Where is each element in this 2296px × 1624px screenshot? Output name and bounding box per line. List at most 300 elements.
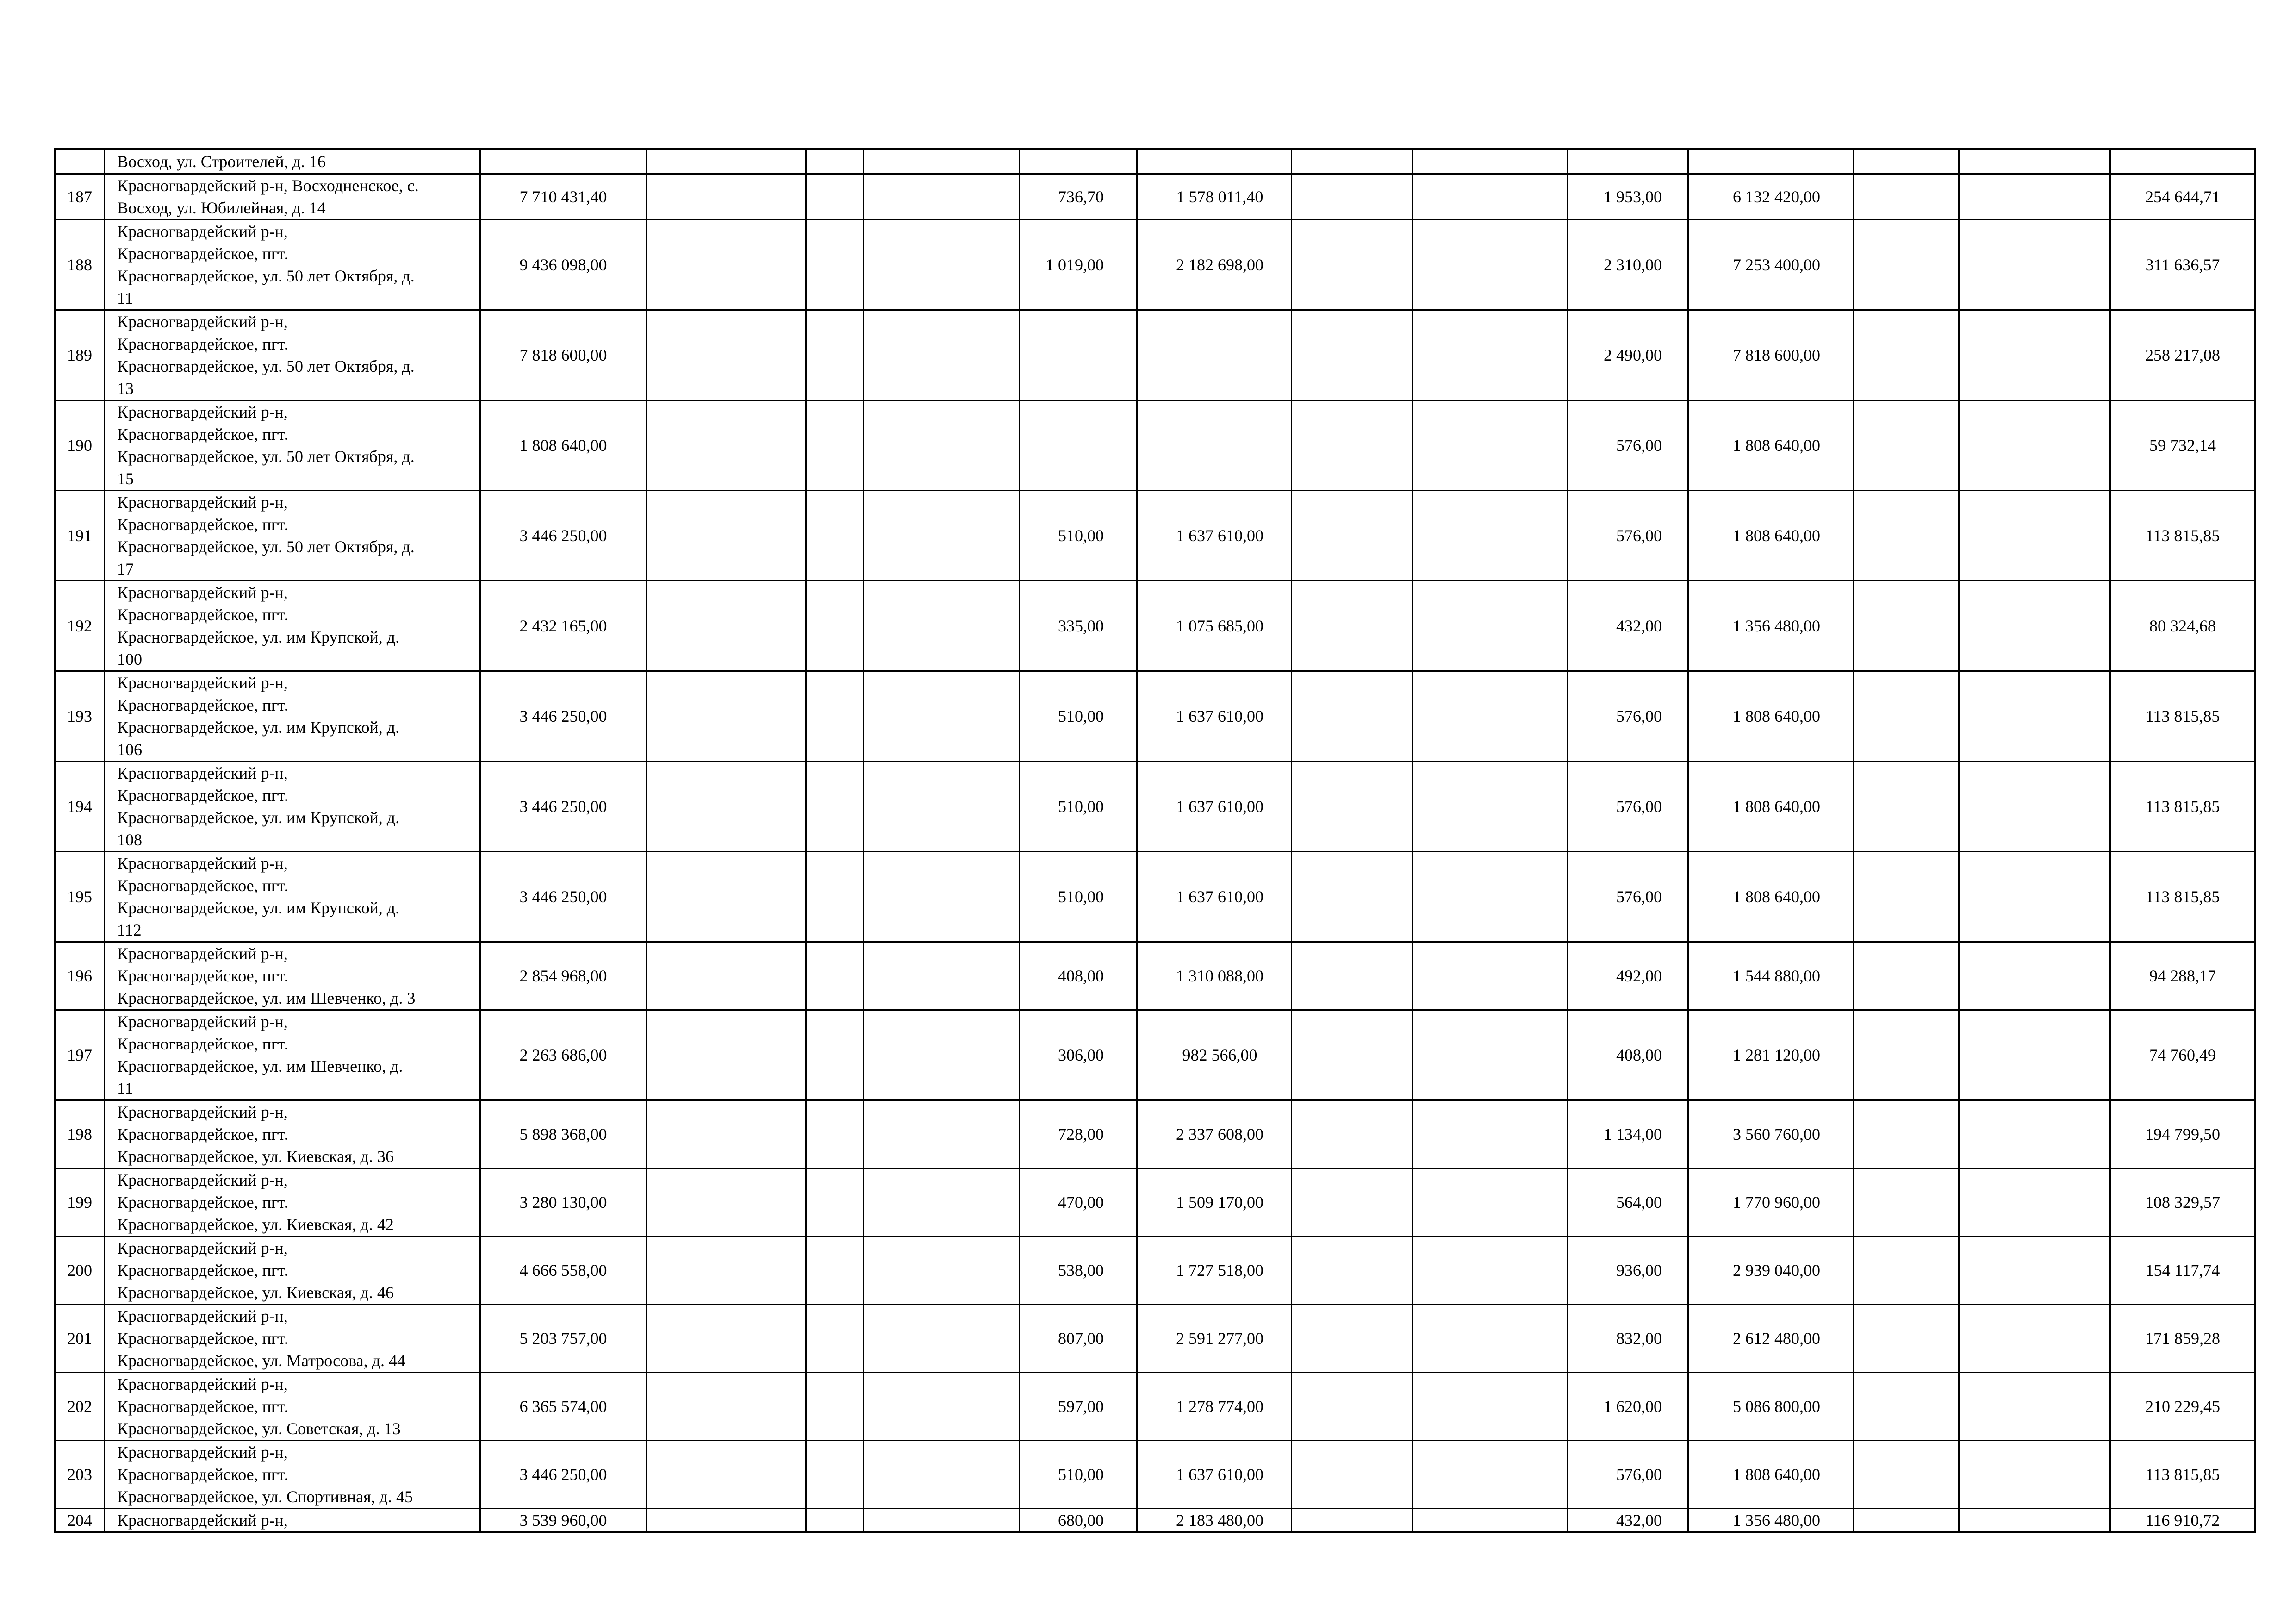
address-cell: Красногвардейский р-н, Красногвардейское, пгт. Красногвардейское, ул. Советская, д. 13	[105, 1373, 480, 1441]
facade-cost-cell: 1 808 640,00	[1688, 400, 1854, 491]
table-row	[55, 762, 2255, 852]
table-row	[55, 1168, 2255, 1237]
empty-cell	[1292, 1441, 1413, 1509]
facade-cost-cell: 6 132 420,00	[1688, 174, 1854, 220]
document-table	[54, 148, 2256, 1533]
empty-cell	[1854, 1305, 1959, 1373]
control-cost-cell: 80 324,68	[2110, 581, 2255, 671]
empty-cell	[806, 491, 864, 581]
table-row	[55, 1305, 2255, 1373]
table-row	[55, 1441, 2255, 1509]
control-cost-cell: 74 760,49	[2110, 1010, 2255, 1100]
empty-cell	[1413, 149, 1568, 174]
empty-cell	[864, 174, 1020, 220]
empty-cell	[1959, 149, 2110, 174]
control-cost-cell: 113 815,85	[2110, 1441, 2255, 1509]
empty-cell	[1854, 1010, 1959, 1100]
facade-cost-cell: 1 808 640,00	[1688, 491, 1854, 581]
facade-area-cell: 432,00	[1568, 581, 1688, 671]
address-cell: Красногвардейский р-н, Красногвардейское, пгт. Красногвардейское, ул. Киевская, д. 36	[105, 1100, 480, 1168]
facade-cost-cell: 1 356 480,00	[1688, 1509, 1854, 1532]
empty-cell	[1292, 1100, 1413, 1168]
empty-cell	[647, 1373, 806, 1441]
table-row	[55, 310, 2255, 400]
table-row	[55, 174, 2255, 220]
total-cost-cell: 5 203 757,00	[480, 1305, 647, 1373]
roof-cost-cell	[1137, 149, 1292, 174]
address-cell: Красногвардейский р-н, Красногвардейское, пгт. Красногвардейское, ул. им Шевченко, д. 3	[105, 942, 480, 1010]
empty-cell	[1959, 1509, 2110, 1532]
empty-cell	[1959, 1237, 2110, 1305]
empty-cell	[806, 1509, 864, 1532]
empty-cell	[806, 1441, 864, 1509]
address-cell: Красногвардейский р-н, Красногвардейское, пгт. Красногвардейское, ул. Киевская, д. 46	[105, 1237, 480, 1305]
empty-cell	[1854, 149, 1959, 174]
empty-cell	[1413, 1373, 1568, 1441]
roof-area-cell	[1020, 149, 1137, 174]
facade-cost-cell: 7 818 600,00	[1688, 310, 1854, 400]
total-cost-cell: 7 818 600,00	[480, 310, 647, 400]
empty-cell	[1854, 1373, 1959, 1441]
control-cost-cell	[2110, 149, 2255, 174]
facade-cost-cell: 5 086 800,00	[1688, 1373, 1854, 1441]
address-cell: Красногвардейский р-н, Красногвардейское, пгт. Красногвардейское, ул. им Шевченко, д. 11	[105, 1010, 480, 1100]
empty-cell	[1292, 942, 1413, 1010]
roof-cost-cell	[1137, 310, 1292, 400]
empty-cell	[1854, 581, 1959, 671]
empty-cell	[1959, 1305, 2110, 1373]
roof-area-cell: 538,00	[1020, 1237, 1137, 1305]
table-row	[55, 1509, 2255, 1532]
control-cost-cell: 113 815,85	[2110, 491, 2255, 581]
total-cost-cell: 3 446 250,00	[480, 762, 647, 852]
empty-cell	[1413, 671, 1568, 762]
empty-cell	[647, 1168, 806, 1237]
total-cost-cell: 5 898 368,00	[480, 1100, 647, 1168]
empty-cell	[1959, 1168, 2110, 1237]
row-number-cell: 192	[55, 581, 105, 671]
empty-cell	[1292, 491, 1413, 581]
empty-cell	[864, 671, 1020, 762]
facade-cost-cell: 1 808 640,00	[1688, 852, 1854, 942]
address-cell: Красногвардейский р-н, Красногвардейское, пгт. Красногвардейское, ул. им Крупской, д. 108	[105, 762, 480, 852]
total-cost-cell: 2 854 968,00	[480, 942, 647, 1010]
empty-cell	[1959, 581, 2110, 671]
row-number-cell: 193	[55, 671, 105, 762]
row-number-cell: 204	[55, 1509, 105, 1532]
empty-cell	[1854, 1100, 1959, 1168]
row-number-cell: 195	[55, 852, 105, 942]
table-row	[55, 1237, 2255, 1305]
empty-cell	[1413, 581, 1568, 671]
empty-cell	[647, 400, 806, 491]
empty-cell	[1292, 671, 1413, 762]
facade-area-cell: 576,00	[1568, 491, 1688, 581]
empty-cell	[864, 1168, 1020, 1237]
empty-cell	[806, 852, 864, 942]
empty-cell	[1413, 1509, 1568, 1532]
empty-cell	[647, 310, 806, 400]
empty-cell	[864, 1441, 1020, 1509]
table-row	[55, 1010, 2255, 1100]
empty-cell	[1959, 174, 2110, 220]
facade-area-cell: 2 310,00	[1568, 220, 1688, 310]
empty-cell	[1854, 491, 1959, 581]
empty-cell	[1413, 400, 1568, 491]
total-cost-cell: 3 446 250,00	[480, 852, 647, 942]
empty-cell	[647, 220, 806, 310]
roof-cost-cell: 1 727 518,00	[1137, 1237, 1292, 1305]
address-cell: Красногвардейский р-н, Красногвардейское, пгт. Красногвардейское, ул. им Крупской, д. 112	[105, 852, 480, 942]
facade-area-cell: 832,00	[1568, 1305, 1688, 1373]
row-number-cell: 197	[55, 1010, 105, 1100]
empty-cell	[1854, 400, 1959, 491]
row-number-cell: 203	[55, 1441, 105, 1509]
empty-cell	[1959, 671, 2110, 762]
empty-cell	[864, 1373, 1020, 1441]
table-row	[55, 1373, 2255, 1441]
empty-cell	[1292, 174, 1413, 220]
roof-area-cell: 510,00	[1020, 1441, 1137, 1509]
total-cost-cell: 3 280 130,00	[480, 1168, 647, 1237]
empty-cell	[1854, 1441, 1959, 1509]
empty-cell	[1959, 310, 2110, 400]
table-row	[55, 220, 2255, 310]
address-cell: Восход, ул. Строителей, д. 16	[105, 149, 480, 174]
row-number-cell: 202	[55, 1373, 105, 1441]
facade-area-cell: 576,00	[1568, 852, 1688, 942]
address-cell: Красногвардейский р-н, Красногвардейское, пгт. Красногвардейское, ул. 50 лет Октября, д. 17	[105, 491, 480, 581]
roof-cost-cell: 1 310 088,00	[1137, 942, 1292, 1010]
roof-cost-cell: 1 637 610,00	[1137, 1441, 1292, 1509]
control-cost-cell: 258 217,08	[2110, 310, 2255, 400]
roof-area-cell: 1 019,00	[1020, 220, 1137, 310]
empty-cell	[1959, 942, 2110, 1010]
empty-cell	[1292, 1509, 1413, 1532]
empty-cell	[864, 1305, 1020, 1373]
empty-cell	[647, 852, 806, 942]
roof-cost-cell: 1 509 170,00	[1137, 1168, 1292, 1237]
table-row	[55, 671, 2255, 762]
empty-cell	[1959, 400, 2110, 491]
roof-area-cell: 306,00	[1020, 1010, 1137, 1100]
roof-area-cell: 728,00	[1020, 1100, 1137, 1168]
empty-cell	[1292, 220, 1413, 310]
empty-cell	[1413, 220, 1568, 310]
empty-cell	[1413, 1010, 1568, 1100]
empty-cell	[806, 762, 864, 852]
empty-cell	[647, 671, 806, 762]
table-row	[55, 149, 2255, 174]
empty-cell	[864, 1237, 1020, 1305]
table-row	[55, 491, 2255, 581]
empty-cell	[1292, 1305, 1413, 1373]
roof-cost-cell: 1 578 011,40	[1137, 174, 1292, 220]
empty-cell	[1413, 762, 1568, 852]
roof-cost-cell: 1 637 610,00	[1137, 852, 1292, 942]
roof-cost-cell: 1 637 610,00	[1137, 762, 1292, 852]
empty-cell	[1854, 1237, 1959, 1305]
empty-cell	[1292, 852, 1413, 942]
address-cell: Красногвардейский р-н, Красногвардейское, пгт. Красногвардейское, ул. им Крупской, д. 100	[105, 581, 480, 671]
facade-cost-cell: 2 939 040,00	[1688, 1237, 1854, 1305]
control-cost-cell: 113 815,85	[2110, 671, 2255, 762]
row-number-cell: 200	[55, 1237, 105, 1305]
empty-cell	[864, 852, 1020, 942]
roof-cost-cell: 2 337 608,00	[1137, 1100, 1292, 1168]
empty-cell	[1292, 1373, 1413, 1441]
control-cost-cell: 108 329,57	[2110, 1168, 2255, 1237]
roof-area-cell: 597,00	[1020, 1373, 1137, 1441]
total-cost-cell: 3 539 960,00	[480, 1509, 647, 1532]
empty-cell	[1413, 852, 1568, 942]
empty-cell	[864, 1509, 1020, 1532]
roof-area-cell	[1020, 400, 1137, 491]
row-number-cell: 189	[55, 310, 105, 400]
empty-cell	[806, 220, 864, 310]
facade-area-cell: 576,00	[1568, 762, 1688, 852]
empty-cell	[647, 762, 806, 852]
empty-cell	[806, 1010, 864, 1100]
roof-area-cell: 510,00	[1020, 491, 1137, 581]
empty-cell	[1854, 1168, 1959, 1237]
facade-cost-cell: 1 808 640,00	[1688, 762, 1854, 852]
roof-cost-cell: 982 566,00	[1137, 1010, 1292, 1100]
facade-cost-cell: 1 281 120,00	[1688, 1010, 1854, 1100]
address-cell: Красногвардейский р-н, Красногвардейское, пгт. Красногвардейское, ул. 50 лет Октября, д. 15	[105, 400, 480, 491]
empty-cell	[1959, 762, 2110, 852]
table-row	[55, 852, 2255, 942]
empty-cell	[864, 220, 1020, 310]
roof-cost-cell: 1 075 685,00	[1137, 581, 1292, 671]
empty-cell	[647, 491, 806, 581]
empty-cell	[806, 1373, 864, 1441]
control-cost-cell: 194 799,50	[2110, 1100, 2255, 1168]
empty-cell	[1292, 1237, 1413, 1305]
roof-cost-cell: 2 591 277,00	[1137, 1305, 1292, 1373]
total-cost-cell: 3 446 250,00	[480, 671, 647, 762]
empty-cell	[1854, 671, 1959, 762]
empty-cell	[647, 942, 806, 1010]
empty-cell	[806, 671, 864, 762]
address-cell: Красногвардейский р-н, Восходненское, с. Восход, ул. Юбилейная, д. 14	[105, 174, 480, 220]
empty-cell	[864, 310, 1020, 400]
roof-cost-cell: 1 278 774,00	[1137, 1373, 1292, 1441]
facade-area-cell: 408,00	[1568, 1010, 1688, 1100]
facade-cost-cell	[1688, 149, 1854, 174]
row-number-cell: 199	[55, 1168, 105, 1237]
table-body	[55, 149, 2255, 1532]
control-cost-cell: 94 288,17	[2110, 942, 2255, 1010]
control-cost-cell: 116 910,72	[2110, 1509, 2255, 1532]
empty-cell	[1959, 1010, 2110, 1100]
control-cost-cell: 311 636,57	[2110, 220, 2255, 310]
empty-cell	[1959, 491, 2110, 581]
empty-cell	[1292, 149, 1413, 174]
empty-cell	[1292, 581, 1413, 671]
roof-area-cell: 510,00	[1020, 671, 1137, 762]
empty-cell	[1854, 220, 1959, 310]
total-cost-cell: 3 446 250,00	[480, 1441, 647, 1509]
roof-cost-cell: 2 182 698,00	[1137, 220, 1292, 310]
empty-cell	[806, 174, 864, 220]
address-cell: Красногвардейский р-н, Красногвардейское, пгт. Красногвардейское, ул. Спортивная, д. 45	[105, 1441, 480, 1509]
total-cost-cell: 9 436 098,00	[480, 220, 647, 310]
control-cost-cell: 113 815,85	[2110, 762, 2255, 852]
address-cell: Красногвардейский р-н, Красногвардейское, пгт. Красногвардейское, ул. Матросова, д. 44	[105, 1305, 480, 1373]
empty-cell	[806, 581, 864, 671]
empty-cell	[1854, 942, 1959, 1010]
empty-cell	[1292, 400, 1413, 491]
address-cell: Красногвардейский р-н,	[105, 1509, 480, 1532]
facade-area-cell: 492,00	[1568, 942, 1688, 1010]
facade-area-cell: 576,00	[1568, 1441, 1688, 1509]
empty-cell	[806, 310, 864, 400]
address-cell: Красногвардейский р-н, Красногвардейское, пгт. Красногвардейское, ул. Киевская, д. 42	[105, 1168, 480, 1237]
facade-area-cell: 564,00	[1568, 1168, 1688, 1237]
facade-cost-cell: 1 770 960,00	[1688, 1168, 1854, 1237]
total-cost-cell: 1 808 640,00	[480, 400, 647, 491]
empty-cell	[1854, 174, 1959, 220]
facade-cost-cell: 2 612 480,00	[1688, 1305, 1854, 1373]
empty-cell	[1413, 174, 1568, 220]
total-cost-cell: 4 666 558,00	[480, 1237, 647, 1305]
empty-cell	[864, 149, 1020, 174]
row-number-cell: 201	[55, 1305, 105, 1373]
empty-cell	[1413, 1305, 1568, 1373]
empty-cell	[647, 1305, 806, 1373]
empty-cell	[647, 1237, 806, 1305]
empty-cell	[647, 149, 806, 174]
total-cost-cell: 2 432 165,00	[480, 581, 647, 671]
control-cost-cell: 171 859,28	[2110, 1305, 2255, 1373]
facade-cost-cell: 1 808 640,00	[1688, 1441, 1854, 1509]
control-cost-cell: 59 732,14	[2110, 400, 2255, 491]
roof-area-cell: 470,00	[1020, 1168, 1137, 1237]
empty-cell	[1413, 1100, 1568, 1168]
roof-cost-cell: 2 183 480,00	[1137, 1509, 1292, 1532]
empty-cell	[1959, 1441, 2110, 1509]
empty-cell	[806, 149, 864, 174]
row-number-cell: 190	[55, 400, 105, 491]
row-number-cell: 188	[55, 220, 105, 310]
row-number-cell	[55, 149, 105, 174]
facade-area-cell: 576,00	[1568, 400, 1688, 491]
empty-cell	[806, 1168, 864, 1237]
empty-cell	[864, 1100, 1020, 1168]
table-row	[55, 400, 2255, 491]
roof-area-cell: 736,70	[1020, 174, 1137, 220]
roof-cost-cell	[1137, 400, 1292, 491]
facade-area-cell: 432,00	[1568, 1509, 1688, 1532]
facade-cost-cell: 7 253 400,00	[1688, 220, 1854, 310]
empty-cell	[1413, 491, 1568, 581]
row-number-cell: 194	[55, 762, 105, 852]
facade-area-cell: 1 620,00	[1568, 1373, 1688, 1441]
facade-area-cell: 1 134,00	[1568, 1100, 1688, 1168]
roof-area-cell: 408,00	[1020, 942, 1137, 1010]
empty-cell	[647, 1100, 806, 1168]
empty-cell	[864, 762, 1020, 852]
address-cell: Красногвардейский р-н, Красногвардейское, пгт. Красногвардейское, ул. 50 лет Октября, д. 11	[105, 220, 480, 310]
total-cost-cell: 3 446 250,00	[480, 491, 647, 581]
roof-area-cell: 510,00	[1020, 762, 1137, 852]
control-cost-cell: 154 117,74	[2110, 1237, 2255, 1305]
empty-cell	[864, 400, 1020, 491]
empty-cell	[806, 1305, 864, 1373]
facade-area-cell: 2 490,00	[1568, 310, 1688, 400]
table-row	[55, 942, 2255, 1010]
empty-cell	[647, 1509, 806, 1532]
empty-cell	[1413, 1237, 1568, 1305]
roof-cost-cell: 1 637 610,00	[1137, 671, 1292, 762]
total-cost-cell: 7 710 431,40	[480, 174, 647, 220]
empty-cell	[864, 942, 1020, 1010]
facade-area-cell: 576,00	[1568, 671, 1688, 762]
empty-cell	[864, 581, 1020, 671]
roof-area-cell: 510,00	[1020, 852, 1137, 942]
roof-area-cell	[1020, 310, 1137, 400]
control-cost-cell: 113 815,85	[2110, 852, 2255, 942]
facade-area-cell: 1 953,00	[1568, 174, 1688, 220]
facade-cost-cell: 1 544 880,00	[1688, 942, 1854, 1010]
empty-cell	[647, 1441, 806, 1509]
empty-cell	[1854, 762, 1959, 852]
empty-cell	[806, 1237, 864, 1305]
empty-cell	[647, 1010, 806, 1100]
facade-cost-cell: 1 808 640,00	[1688, 671, 1854, 762]
empty-cell	[1292, 1010, 1413, 1100]
empty-cell	[1854, 310, 1959, 400]
row-number-cell: 187	[55, 174, 105, 220]
total-cost-cell	[480, 149, 647, 174]
roof-area-cell: 807,00	[1020, 1305, 1137, 1373]
empty-cell	[1854, 1509, 1959, 1532]
empty-cell	[806, 1100, 864, 1168]
empty-cell	[1413, 942, 1568, 1010]
control-cost-cell: 210 229,45	[2110, 1373, 2255, 1441]
roof-cost-cell: 1 637 610,00	[1137, 491, 1292, 581]
empty-cell	[647, 174, 806, 220]
facade-cost-cell: 1 356 480,00	[1688, 581, 1854, 671]
row-number-cell: 191	[55, 491, 105, 581]
empty-cell	[806, 400, 864, 491]
empty-cell	[1959, 1100, 2110, 1168]
empty-cell	[1959, 1373, 2110, 1441]
row-number-cell: 198	[55, 1100, 105, 1168]
roof-area-cell: 680,00	[1020, 1509, 1137, 1532]
empty-cell	[1292, 310, 1413, 400]
total-cost-cell: 6 365 574,00	[480, 1373, 647, 1441]
row-number-cell: 196	[55, 942, 105, 1010]
total-cost-cell: 2 263 686,00	[480, 1010, 647, 1100]
empty-cell	[1854, 852, 1959, 942]
table-row	[55, 1100, 2255, 1168]
empty-cell	[1292, 1168, 1413, 1237]
empty-cell	[647, 581, 806, 671]
empty-cell	[1413, 1168, 1568, 1237]
facade-cost-cell: 3 560 760,00	[1688, 1100, 1854, 1168]
empty-cell	[1959, 852, 2110, 942]
empty-cell	[864, 491, 1020, 581]
facade-area-cell	[1568, 149, 1688, 174]
control-cost-cell: 254 644,71	[2110, 174, 2255, 220]
address-cell: Красногвардейский р-н, Красногвардейское, пгт. Красногвардейское, ул. им Крупской, д. 106	[105, 671, 480, 762]
empty-cell	[1413, 1441, 1568, 1509]
empty-cell	[1413, 310, 1568, 400]
roof-area-cell: 335,00	[1020, 581, 1137, 671]
facade-area-cell: 936,00	[1568, 1237, 1688, 1305]
